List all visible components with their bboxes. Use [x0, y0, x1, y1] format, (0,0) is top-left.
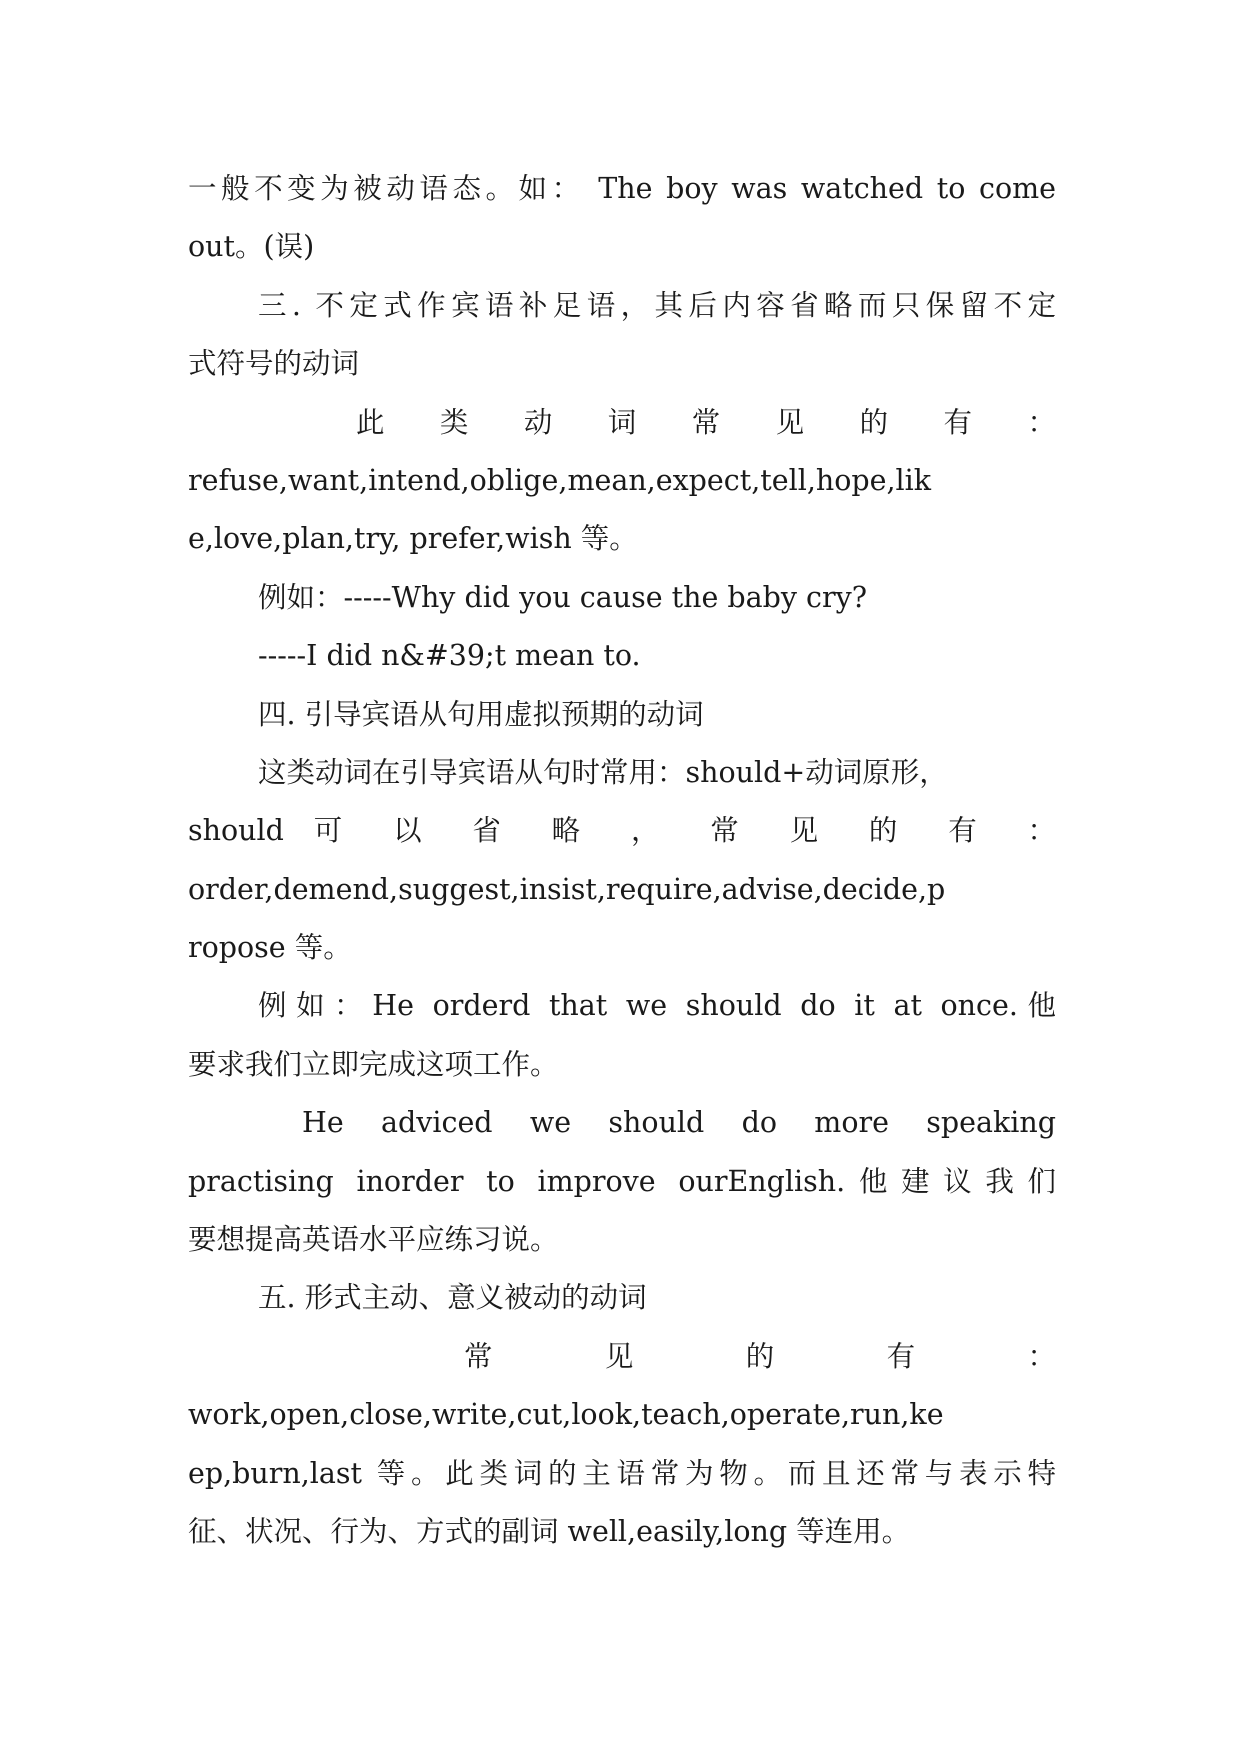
text-line-5: 此 类 动 词 常 见 的 有 ：	[356, 405, 1056, 439]
text-line-24: 征、状况、行为、方式的副词 well,easily,long 等连用。	[188, 1514, 911, 1548]
text-line-23: ep,burn,last 等。此类词的主语常为物。而且还常与表示特	[188, 1456, 1056, 1490]
text-line-19: 要想提高英语水平应练习说。	[188, 1223, 559, 1257]
text-line-18: practising inorder to improve ourEnglish.他建议我们	[188, 1164, 1056, 1198]
section-heading-3: 三. 不定式作宾语补足语，其后内容省略而只保留不定	[258, 288, 1056, 322]
text-line-22: work,open,close,write,cut,look,teach,operate,run,ke	[188, 1398, 944, 1432]
text-line-7: e,love,plan,try, prefer,wish 等。	[188, 522, 638, 556]
text-line-4: 式符号的动词	[188, 347, 360, 381]
text-line-14: ropose 等。	[188, 931, 352, 965]
section-heading-4: 四. 引导宾语从句用虚拟预期的动词	[258, 697, 704, 731]
example-line-17: He adviced we should do more speaking	[302, 1106, 1056, 1140]
text-line-16: 要求我们立即完成这项工作。	[188, 1047, 559, 1081]
text-line-6: refuse,want,intend,oblige,mean,expect,tell,hope,lik	[188, 463, 932, 497]
example-line-15: 例如：He orderd that we should do it at once.他	[258, 989, 1056, 1023]
section-heading-5: 五. 形式主动、意义被动的动词	[258, 1281, 647, 1315]
text-line-2: out。(误)	[188, 230, 315, 264]
example-line-8: 例如：-----Why did you cause the baby cry?	[258, 580, 867, 614]
text-line-13: order,demend,suggest,insist,require,advise,decide,p	[188, 872, 946, 906]
example-line-9: -----I did n&#39;t mean to.	[258, 639, 641, 673]
text-line-21: 常 见 的 有 ：	[464, 1339, 1056, 1373]
text-line-11: 这类动词在引导宾语从句时常用：should+动词原形，	[258, 755, 948, 789]
text-line-12: should 可 以 省 略 ， 常 见 的 有 ：	[188, 814, 1056, 848]
document-page	[188, 160, 1056, 1561]
text-line-1: 一般不变为被动语态。如： The boy was watched to come	[188, 172, 1056, 205]
